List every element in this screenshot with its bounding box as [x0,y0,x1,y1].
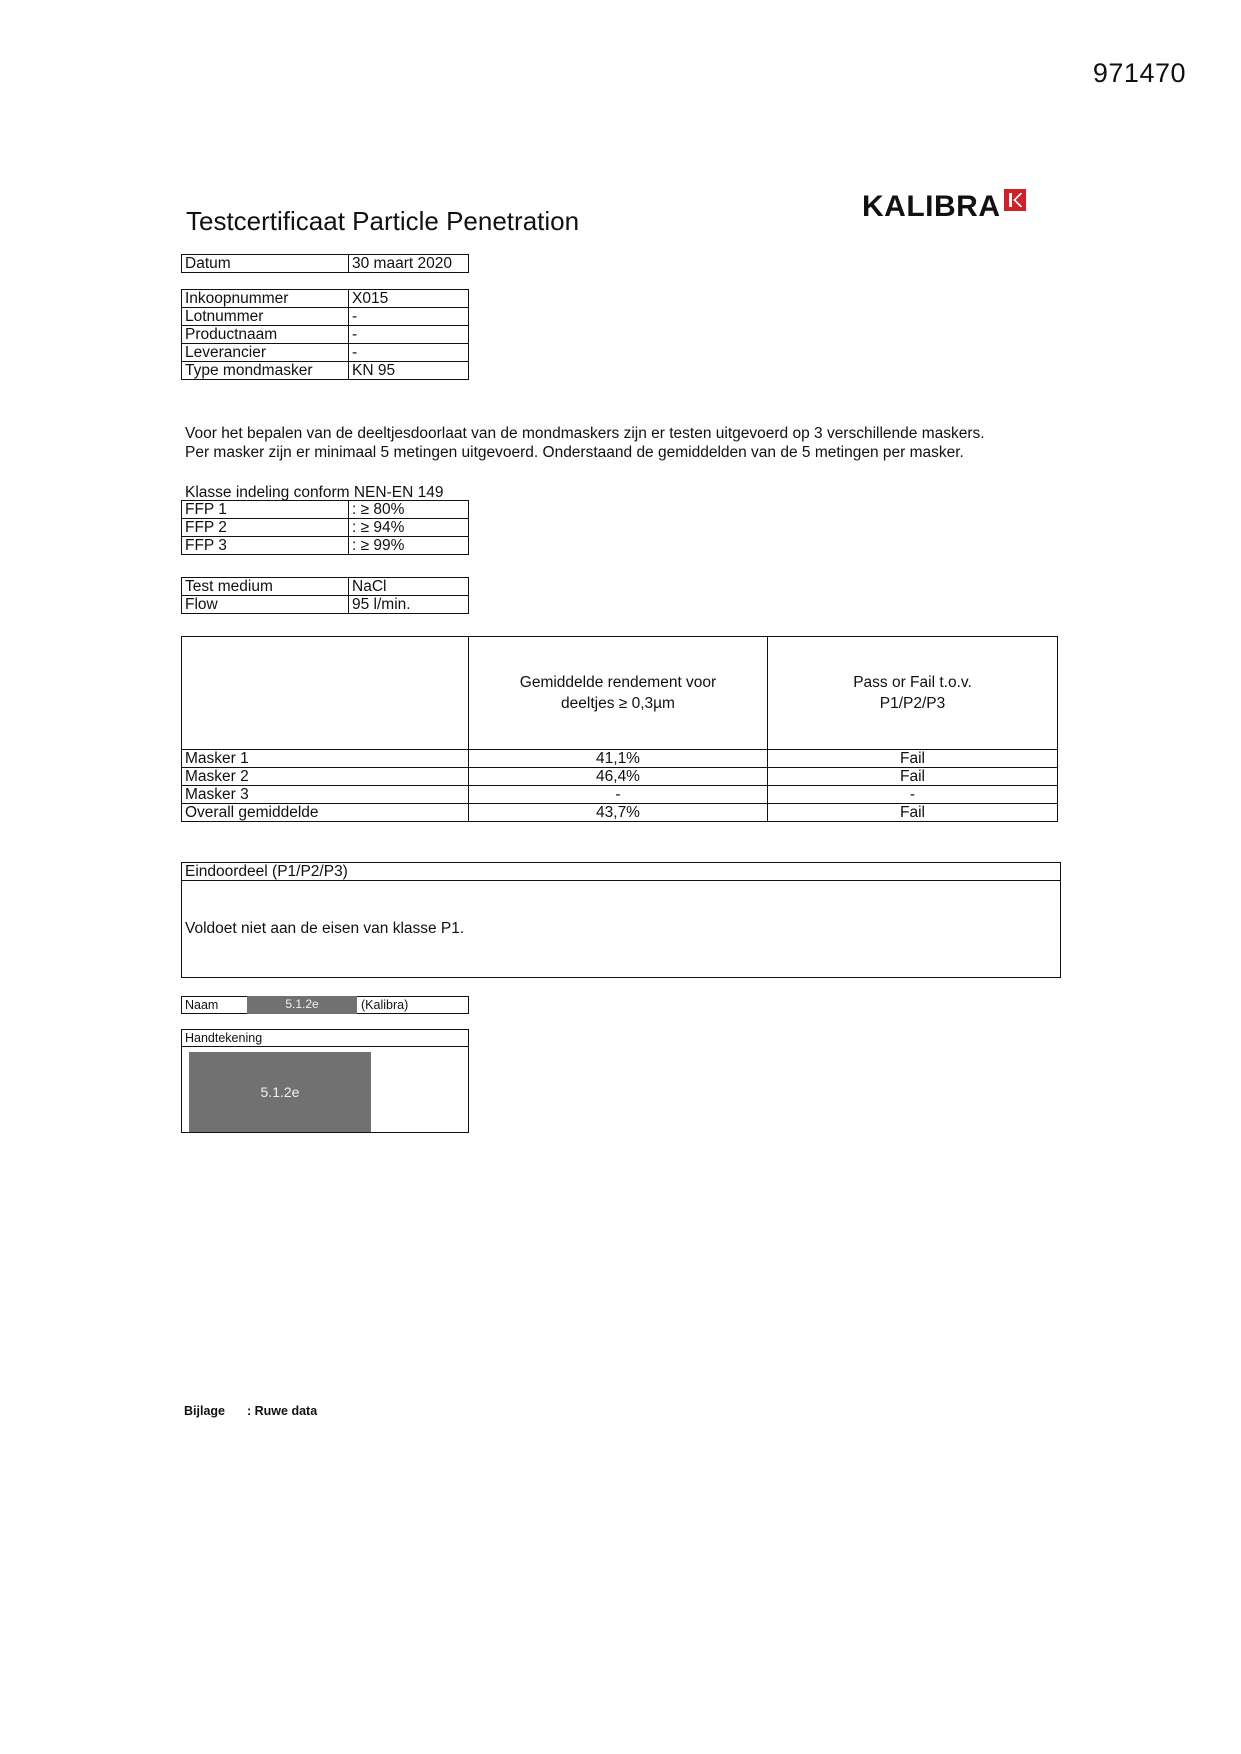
row-result: Fail [768,768,1058,786]
results-header-rendement [469,637,768,750]
table-row [182,326,469,344]
flow-label: Flow [182,596,349,614]
row-result: - [768,786,1058,804]
datum-table [181,254,469,273]
table-row [182,290,469,308]
row-label: Masker 3 [182,786,469,804]
flow-value: 95 l/min. [349,596,469,614]
klasse-table [181,500,469,555]
pass-fail-header-line-1: Pass or Fail t.o.v. [853,674,972,691]
row-rendement: 43,7% [469,804,768,822]
bijlage-value: : Ruwe data [247,1404,318,1418]
productnaam-label: Productnaam [182,326,349,344]
naam-organisation: (Kalibra) [361,998,409,1012]
table-row [182,362,469,380]
row-rendement: 46,4% [469,768,768,786]
table-row [182,804,1058,822]
results-header-empty [182,637,469,750]
handtekening-label: Handtekening [182,1030,468,1047]
datum-row [182,255,469,273]
row-result: Fail [768,804,1058,822]
table-row [182,519,469,537]
datum-label: Datum [182,255,349,273]
inkoopnummer-label: Inkoopnummer [182,290,349,308]
table-row [182,768,1058,786]
productnaam-value: - [349,326,469,344]
klasse-title: Klasse indeling conform NEN-EN 149 [185,484,444,501]
product-info-table [181,289,469,380]
ffp1-value: : ≥ 80% [349,501,469,519]
datum-value: 30 maart 2020 [349,255,469,273]
intro-line-1: Voor het bepalen van de deeltjesdoorlaat van de mondmaskers zijn er testen uitgevoerd op 3 verschillende maskers. [185,425,985,442]
handtekening-redaction: 5.1.2e [189,1052,371,1132]
inkoopnummer-value: X015 [349,290,469,308]
naam-label: Naam [185,998,219,1012]
table-row [182,537,469,555]
test-conditions-table [181,577,469,614]
lotnummer-label: Lotnummer [182,308,349,326]
table-row [182,344,469,362]
results-table [181,636,1058,822]
intro-line-2: Per masker zijn er minimaal 5 metingen uitgevoerd. Onderstaand de gemiddelden van de 5 metingen per masker. [185,444,964,461]
rendement-header-line-1: Gemiddelde rendement voor [519,674,717,691]
kalibra-logo [862,192,1026,222]
test-medium-value: NaCl [349,578,469,596]
bijlage [184,1404,317,1418]
row-result: Fail [768,750,1058,768]
table-row [182,308,469,326]
row-label: Masker 1 [182,750,469,768]
intro-paragraph [185,424,985,462]
bijlage-label: Bijlage [184,1404,225,1418]
pass-fail-header-line-2: P1/P2/P3 [879,695,946,712]
handtekening-box [181,1029,469,1133]
eindoordeel-text: Voldoet niet aan de eisen van klasse P1. [185,920,465,937]
table-row [182,750,1058,768]
row-label: Masker 2 [182,768,469,786]
row-rendement: 41,1% [469,750,768,768]
lotnummer-value: - [349,308,469,326]
row-rendement: - [469,786,768,804]
kalibra-k-icon [1004,189,1026,211]
ffp2-label: FFP 2 [182,519,349,537]
eindoordeel-label: Eindoordeel (P1/P2/P3) [182,863,1060,881]
row-label: Overall gemiddelde [182,804,469,822]
rendement-header-line-2: deeltjes ≥ 0,3µm [561,695,675,712]
eindoordeel-box [181,862,1061,978]
table-row [182,501,469,519]
logo-text: KALIBRA [862,190,1001,223]
naam-redaction: 5.1.2e [247,996,357,1014]
ffp3-label: FFP 3 [182,537,349,555]
ffp3-value: : ≥ 99% [349,537,469,555]
results-header-pass-fail [768,637,1058,750]
naam-box [181,996,469,1014]
table-row [182,596,469,614]
ffp2-value: : ≥ 94% [349,519,469,537]
leverancier-label: Leverancier [182,344,349,362]
results-header-row [182,637,1058,750]
document-number: 971470 [1092,58,1186,88]
table-row [182,786,1058,804]
leverancier-value: - [349,344,469,362]
test-medium-label: Test medium [182,578,349,596]
page-title: Testcertificaat Particle Penetration [186,206,580,236]
type-mondmasker-value: KN 95 [349,362,469,380]
ffp1-label: FFP 1 [182,501,349,519]
type-mondmasker-label: Type mondmasker [182,362,349,380]
table-row [182,578,469,596]
